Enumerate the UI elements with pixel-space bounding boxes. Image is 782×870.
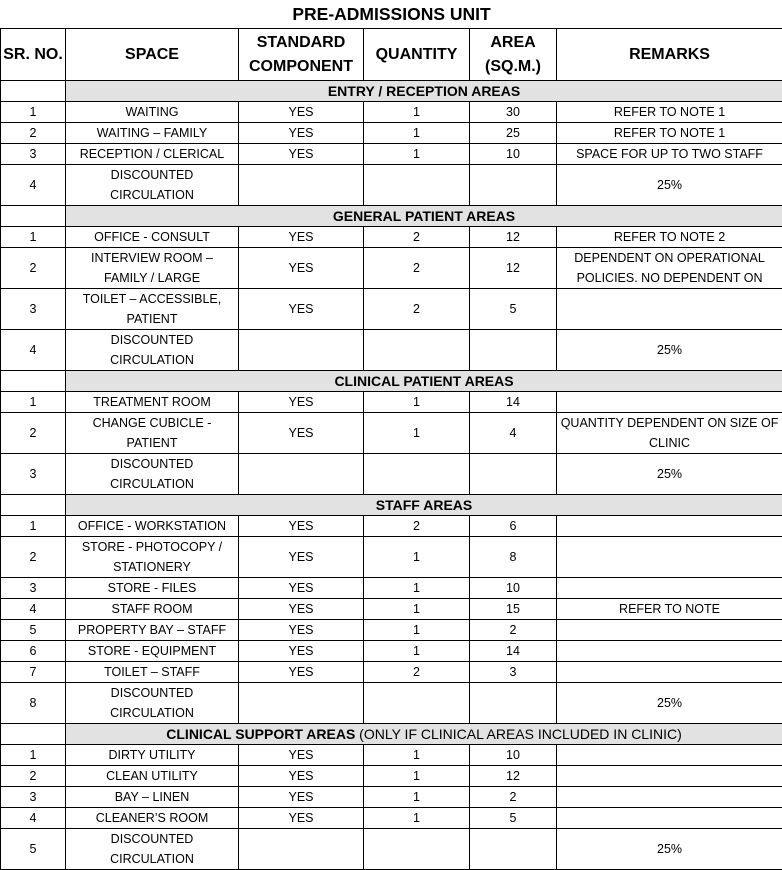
cell-space [66,392,239,413]
cell-remarks-line: 25% [559,693,780,713]
cell-area: 25 [470,123,557,144]
cell-standard-component: YES [239,144,364,165]
cell-remarks [557,620,782,641]
cell-space [66,641,239,662]
cell-space [66,829,239,870]
cell-area [470,330,557,371]
cell-remarks [557,578,782,599]
cell-space [66,248,239,289]
table-row [1,165,782,206]
cell-remarks-line: DEPENDENT ON OPERATIONAL [559,248,780,268]
cell-quantity: 1 [364,808,470,829]
header-area-line-2: (SQ.M.) [472,55,554,79]
header-quantity: QUANTITY [364,29,470,81]
cell-area: 2 [470,787,557,808]
cell-space-line: BAY – LINEN [68,787,236,807]
cell-sr-no: 2 [1,537,66,578]
cell-standard-component: YES [239,745,364,766]
cell-space-line: DISCOUNTED CIRCULATION [68,330,236,370]
cell-space-line: OFFICE - CONSULT [68,227,236,247]
cell-area: 14 [470,392,557,413]
cell-space-line: STORE - FILES [68,578,236,598]
cell-quantity [364,165,470,206]
header-space: SPACE [66,29,239,81]
cell-sr-no: 5 [1,620,66,641]
header-area [470,29,557,81]
cell-quantity: 1 [364,123,470,144]
cell-area: 3 [470,662,557,683]
section-title [66,724,782,745]
cell-quantity: 1 [364,392,470,413]
cell-space-line: DISCOUNTED CIRCULATION [68,165,236,205]
cell-sr-no: 4 [1,808,66,829]
cell-remarks [557,392,782,413]
cell-remarks [557,599,782,620]
cell-sr-no: 3 [1,454,66,495]
cell-sr-no: 1 [1,392,66,413]
cell-remarks [557,413,782,454]
cell-space-line: CHANGE CUBICLE - PATIENT [68,413,236,453]
header-standard-line-1: STANDARD [241,31,361,55]
cell-standard-component: YES [239,620,364,641]
cell-standard-component: YES [239,227,364,248]
section-blank-cell [1,495,66,516]
cell-area [470,683,557,724]
cell-standard-component: YES [239,641,364,662]
cell-space [66,662,239,683]
cell-sr-no: 6 [1,641,66,662]
cell-remarks [557,683,782,724]
section-row [1,81,782,102]
cell-area: 10 [470,578,557,599]
section-blank-cell [1,81,66,102]
cell-area: 2 [470,620,557,641]
cell-area: 4 [470,413,557,454]
cell-space-line: INTERVIEW ROOM – [68,248,236,268]
cell-space-line: TOILET – STAFF [68,662,236,682]
cell-space-line: OFFICE - WORKSTATION [68,516,236,536]
cell-standard-component [239,165,364,206]
cell-remarks [557,248,782,289]
cell-sr-no: 7 [1,662,66,683]
section-title-note: (ONLY IF CLINICAL AREAS INCLUDED IN CLINIC) [355,726,681,742]
cell-remarks [557,144,782,165]
cell-standard-component: YES [239,808,364,829]
cell-standard-component: YES [239,662,364,683]
table-row [1,413,782,454]
table-row [1,123,782,144]
cell-space [66,808,239,829]
cell-sr-no: 2 [1,413,66,454]
cell-space-line: DISCOUNTED CIRCULATION [68,829,236,869]
cell-standard-component: YES [239,578,364,599]
table-row [1,248,782,289]
cell-remarks [557,829,782,870]
cell-sr-no: 4 [1,599,66,620]
table-row [1,808,782,829]
cell-remarks [557,808,782,829]
cell-standard-component [239,330,364,371]
cell-quantity: 1 [364,144,470,165]
table-row [1,102,782,123]
cell-quantity: 1 [364,599,470,620]
cell-quantity: 1 [364,537,470,578]
cell-sr-no: 1 [1,102,66,123]
cell-remarks [557,330,782,371]
cell-remarks-line: REFER TO NOTE 1 [559,102,780,122]
cell-remarks [557,745,782,766]
cell-remarks [557,123,782,144]
cell-remarks-line: REFER TO NOTE [559,599,780,619]
table-row [1,537,782,578]
cell-space [66,516,239,537]
cell-remarks [557,454,782,495]
cell-remarks [557,516,782,537]
section-row [1,371,782,392]
cell-remarks-line: REFER TO NOTE 1 [559,123,780,143]
cell-remarks [557,766,782,787]
cell-standard-component: YES [239,516,364,537]
cell-space-line: WAITING – FAMILY [68,123,236,143]
cell-quantity: 1 [364,787,470,808]
cell-quantity: 2 [364,516,470,537]
cell-sr-no: 1 [1,227,66,248]
cell-standard-component: YES [239,102,364,123]
cell-area: 6 [470,516,557,537]
cell-remarks-line: 25% [559,340,780,360]
cell-area: 14 [470,641,557,662]
table-row [1,599,782,620]
header-standard-line-2: COMPONENT [241,55,361,79]
cell-space-line: CLEAN UTILITY [68,766,236,786]
table-title: PRE-ADMISSIONS UNIT [1,0,782,29]
table-row [1,227,782,248]
section-row [1,206,782,227]
cell-quantity: 1 [364,102,470,123]
section-blank-cell [1,206,66,227]
table-row [1,289,782,330]
cell-sr-no: 2 [1,248,66,289]
header-sr-no: SR. NO. [1,29,66,81]
section-title-text: CLINICAL PATIENT AREAS [334,373,513,389]
cell-remarks [557,787,782,808]
section-title-text: GENERAL PATIENT AREAS [333,208,515,224]
cell-remarks [557,102,782,123]
cell-space-line: STATIONERY [68,557,236,577]
cell-remarks-line: 25% [559,175,780,195]
cell-quantity: 2 [364,662,470,683]
cell-remarks [557,227,782,248]
cell-remarks-line: 25% [559,839,780,859]
cell-space [66,102,239,123]
cell-remarks [557,537,782,578]
cell-sr-no: 3 [1,578,66,599]
cell-quantity: 2 [364,227,470,248]
cell-area: 12 [470,766,557,787]
cell-remarks-line: CLINIC [559,433,780,453]
cell-standard-component [239,454,364,495]
cell-standard-component: YES [239,392,364,413]
cell-space-line: TOILET – ACCESSIBLE, [68,289,236,309]
table-row [1,662,782,683]
cell-space-line: DISCOUNTED CIRCULATION [68,683,236,723]
cell-space [66,165,239,206]
cell-sr-no: 8 [1,683,66,724]
cell-sr-no: 2 [1,123,66,144]
cell-quantity: 1 [364,745,470,766]
table-row [1,641,782,662]
cell-area: 12 [470,248,557,289]
cell-sr-no: 4 [1,165,66,206]
cell-remarks-line: 25% [559,464,780,484]
cell-quantity: 1 [364,578,470,599]
cell-space [66,599,239,620]
cell-space-line: STORE - PHOTOCOPY / [68,537,236,557]
cell-remarks-line: REFER TO NOTE 2 [559,227,780,247]
table-row [1,144,782,165]
cell-space-line: DISCOUNTED CIRCULATION [68,454,236,494]
cell-space-line: STAFF ROOM [68,599,236,619]
section-row [1,724,782,745]
table-row [1,516,782,537]
table-body [1,81,782,870]
cell-area: 5 [470,289,557,330]
cell-sr-no: 2 [1,766,66,787]
cell-space [66,454,239,495]
cell-space [66,413,239,454]
cell-area: 10 [470,144,557,165]
cell-space-line: STORE - EQUIPMENT [68,641,236,661]
table-row [1,683,782,724]
cell-area: 8 [470,537,557,578]
cell-space [66,787,239,808]
cell-quantity [364,683,470,724]
cell-area: 12 [470,227,557,248]
cell-space-line: RECEPTION / CLERICAL [68,144,236,164]
cell-standard-component: YES [239,599,364,620]
cell-space-line: FAMILY / LARGE [68,268,236,288]
cell-sr-no: 3 [1,289,66,330]
cell-quantity: 1 [364,620,470,641]
cell-standard-component: YES [239,123,364,144]
cell-sr-no: 5 [1,829,66,870]
section-title-text: STAFF AREAS [376,497,472,513]
cell-standard-component: YES [239,787,364,808]
cell-space-line: CLEANER’S ROOM [68,808,236,828]
cell-space [66,683,239,724]
cell-sr-no: 3 [1,144,66,165]
cell-quantity [364,330,470,371]
section-title [66,371,782,392]
section-title [66,495,782,516]
cell-quantity: 1 [364,766,470,787]
section-title-text: CLINICAL SUPPORT AREAS [166,726,355,742]
table-row [1,787,782,808]
cell-space [66,123,239,144]
table-row [1,620,782,641]
cell-standard-component: YES [239,413,364,454]
table-row [1,766,782,787]
cell-quantity [364,454,470,495]
cell-standard-component [239,829,364,870]
section-title [66,206,782,227]
table-row [1,745,782,766]
cell-space [66,620,239,641]
cell-standard-component: YES [239,537,364,578]
cell-space [66,766,239,787]
cell-area: 5 [470,808,557,829]
cell-quantity: 2 [364,289,470,330]
cell-remarks [557,641,782,662]
cell-standard-component: YES [239,289,364,330]
cell-quantity: 1 [364,641,470,662]
cell-space [66,289,239,330]
section-row [1,495,782,516]
cell-standard-component: YES [239,766,364,787]
cell-area: 10 [470,745,557,766]
header-remarks: REMARKS [557,29,782,81]
cell-remarks-line: SPACE FOR UP TO TWO STAFF [559,144,780,164]
cell-space [66,537,239,578]
cell-space-line: TREATMENT ROOM [68,392,236,412]
cell-space-line: PROPERTY BAY – STAFF [68,620,236,640]
cell-remarks [557,289,782,330]
cell-area [470,165,557,206]
cell-space [66,144,239,165]
cell-standard-component: YES [239,248,364,289]
table-row [1,578,782,599]
cell-space-line: DIRTY UTILITY [68,745,236,765]
cell-space-line: PATIENT [68,309,236,329]
cell-area: 15 [470,599,557,620]
cell-quantity [364,829,470,870]
cell-space [66,578,239,599]
header-standard-component [239,29,364,81]
cell-quantity: 2 [364,248,470,289]
table-row [1,330,782,371]
cell-area [470,829,557,870]
cell-space [66,745,239,766]
header-area-line-1: AREA [472,31,554,55]
cell-sr-no: 1 [1,516,66,537]
cell-standard-component [239,683,364,724]
cell-remarks [557,662,782,683]
cell-quantity: 1 [364,413,470,454]
section-blank-cell [1,724,66,745]
cell-sr-no: 3 [1,787,66,808]
section-title [66,81,782,102]
section-title-text: ENTRY / RECEPTION AREAS [328,83,520,99]
table-row [1,829,782,870]
cell-remarks-line: QUANTITY DEPENDENT ON SIZE OF [559,413,780,433]
cell-remarks-line: POLICIES. NO DEPENDENT ON [559,268,780,288]
table-row [1,454,782,495]
cell-area [470,454,557,495]
cell-space [66,227,239,248]
cell-sr-no: 1 [1,745,66,766]
section-blank-cell [1,371,66,392]
cell-area: 30 [470,102,557,123]
cell-sr-no: 4 [1,330,66,371]
cell-remarks [557,165,782,206]
cell-space [66,330,239,371]
table-row [1,392,782,413]
cell-space-line: WAITING [68,102,236,122]
